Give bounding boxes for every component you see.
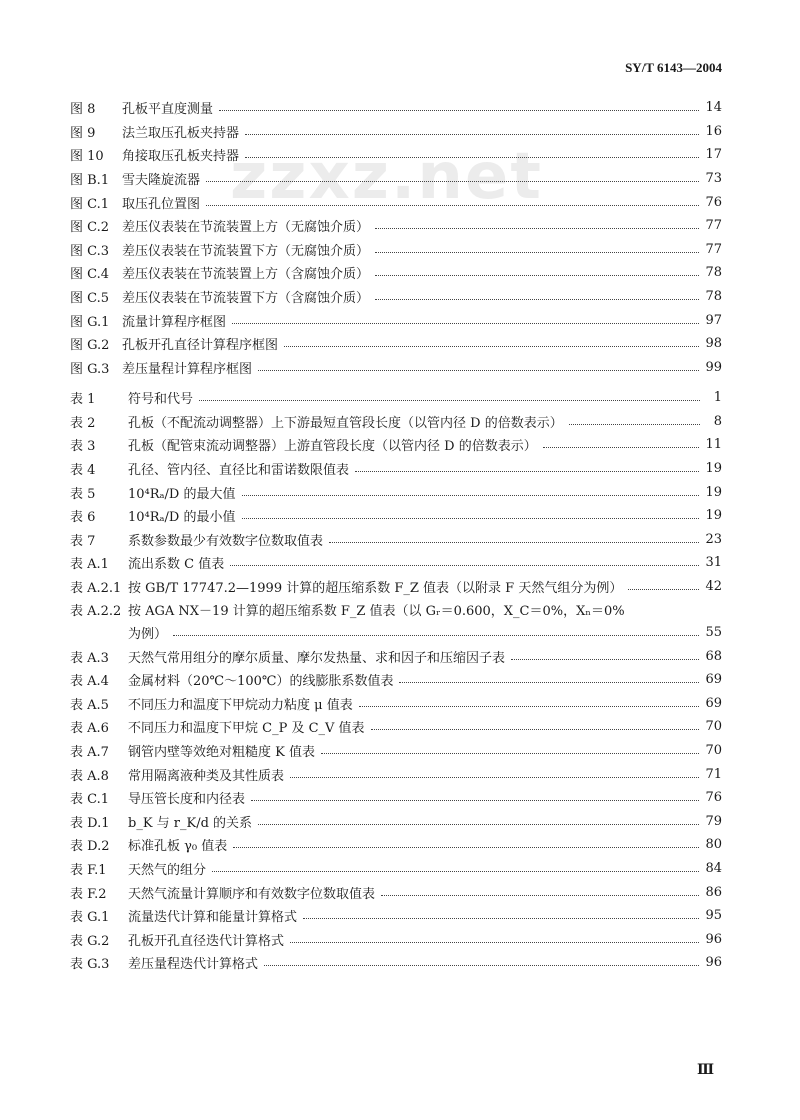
entry-page-number: 84 [705,860,722,876]
entry-id: 表 A.5 [70,697,109,713]
dot-leader [212,871,699,872]
table-entry[interactable] [70,810,722,834]
dot-leader [543,447,700,448]
entry-page-number: 95 [705,908,722,924]
entry-id: 表 5 [70,486,96,502]
entry-page-number: 70 [705,743,722,759]
entry-page-number: 1 [713,390,722,406]
entry-page-number: 17 [705,147,722,163]
entry-id: 表 3 [70,439,96,455]
dot-leader [173,635,699,636]
entry-id: 图 C.4 [70,267,110,283]
dot-leader [381,895,699,896]
entry-page-number: 77 [705,218,722,234]
table-entry[interactable] [70,739,722,763]
entry-page-number: 55 [705,624,722,640]
table-entry[interactable] [70,927,722,951]
entry-page-number: 19 [705,461,722,477]
entry-title: 常用隔离液种类及其性质表 [128,768,285,784]
table-entry[interactable] [70,433,722,457]
entry-title: 差压量程迭代计算格式 [128,957,259,973]
entry-id: 表 2 [70,415,96,431]
table-entry[interactable] [70,598,722,644]
dot-leader [258,370,699,371]
dot-leader [219,110,699,111]
entry-page-number: 23 [705,531,722,547]
entry-title: 天然气流量计算顺序和有效数字位数取值表 [128,886,376,902]
entry-title: 取压孔位置图 [122,196,201,212]
dot-leader [206,181,699,182]
entry-title: 法兰取压孔板夹持器 [122,125,240,141]
entry-id: 表 1 [70,392,96,408]
entry-id: 表 A.6 [70,721,109,737]
entry-title: 孔板（配管束流动调整器）上游直管段长度（以管内径 D 的倍数表示） [128,439,537,455]
entry-title: 按 GB/T 17747.2—1999 计算的超压缩系数 F_Z 值表（以附录 F 天然气组分为例） [128,581,623,597]
entry-page-number: 96 [705,955,722,971]
table-entry[interactable] [70,904,722,928]
entry-page-number: 76 [705,194,722,210]
entry-page-number: 98 [705,336,722,352]
entry-title: 流量计算程序框图 [122,314,227,330]
table-entry[interactable] [70,715,722,739]
entry-page-number: 96 [705,931,722,947]
dot-leader [245,157,699,158]
dot-leader [242,518,700,519]
entry-page-number: 16 [705,123,722,139]
dot-leader [258,824,699,825]
entry-id: 表 7 [70,533,96,549]
figure-entry[interactable] [70,356,722,380]
dot-leader [321,753,699,754]
table-entry[interactable] [70,668,722,692]
entry-id: 图 C.2 [70,220,110,236]
figure-entry[interactable] [70,96,722,120]
dot-leader [232,323,699,324]
dot-leader [371,729,700,730]
table-entry[interactable] [70,762,722,786]
dot-leader [359,706,700,707]
entry-id: 表 G.1 [70,910,110,926]
dot-leader [199,400,700,401]
entry-title-continued: 为例） [128,626,168,642]
entry-id: 图 C.3 [70,243,110,259]
entry-page-number: 69 [705,695,722,711]
entry-id: 表 A.2.2 [70,603,122,619]
entry-page-number: 73 [705,171,722,187]
entry-id: 图 8 [70,102,96,118]
entry-id: 表 F.2 [70,886,107,902]
table-entry[interactable] [70,951,722,975]
entry-title: 孔板开孔直径计算程序框图 [122,338,279,354]
table-entry[interactable] [70,644,722,668]
entry-title: 孔板（不配流动调整器）上下游最短直管段长度（以管内径 D 的倍数表示） [128,415,563,431]
entry-title: 10⁴Rₐ/D 的最小值 [128,510,236,526]
entry-page-number: 97 [705,312,722,328]
entry-title: 10⁴Rₐ/D 的最大值 [128,486,236,502]
dot-leader [242,495,700,496]
entry-title: 流出系数 C 值表 [128,557,225,573]
entry-id: 图 10 [70,149,104,165]
entry-title: 孔板开孔直径迭代计算格式 [128,933,285,949]
entry-page-number: 19 [705,484,722,500]
entry-page-number: 68 [705,648,722,664]
document-number: SY/T 6143—2004 [625,60,722,75]
dot-leader [251,800,699,801]
table-entry[interactable] [70,575,722,599]
entry-title: 不同压力和温度下甲烷动力粘度 μ 值表 [128,697,353,713]
entry-title: 不同压力和温度下甲烷 C_P 及 C_V 值表 [128,721,365,737]
entry-id: 表 A.2.1 [70,581,122,597]
figure-entry[interactable] [70,167,722,191]
entry-page-number: 78 [705,289,722,305]
entry-id: 图 B.1 [70,173,110,189]
entry-title: 孔径、管内径、直径比和雷诺数限值表 [128,463,350,479]
entry-title: 系数参数最少有效数字位数取值表 [128,533,324,549]
entry-page-number: 19 [705,508,722,524]
entry-title: 差压仪表装在节流装置下方（含腐蚀介质） [122,291,370,307]
entry-id: 表 G.3 [70,957,110,973]
entry-title: b_K 与 r_K/d 的关系 [128,815,253,831]
entry-page-number: 86 [705,884,722,900]
entry-title: 差压仪表装在节流装置上方（含腐蚀介质） [122,267,370,283]
entry-title: 导压管长度和内径表 [128,792,246,808]
entry-page-number: 71 [705,766,722,782]
entry-id: 表 6 [70,510,96,526]
entry-id: 表 A.1 [70,557,109,573]
entry-id: 图 G.2 [70,338,110,354]
table-entry[interactable] [70,880,722,904]
entry-id: 表 D.1 [70,815,110,831]
entry-page-number: 77 [705,241,722,257]
entry-page-number: 78 [705,265,722,281]
figure-entry[interactable] [70,238,722,262]
entry-title: 差压仪表装在节流装置下方（无腐蚀介质） [122,243,370,259]
figure-entry[interactable] [70,214,722,238]
dot-leader [628,589,699,590]
entry-page-number: 14 [705,100,722,116]
entry-title: 孔板平直度测量 [122,102,214,118]
dot-leader [290,942,699,943]
entry-page-number: 11 [705,437,722,453]
entry-id: 图 G.3 [70,361,110,377]
figure-entry[interactable] [70,143,722,167]
entry-title: 天然气的组分 [128,862,207,878]
entry-id: 图 C.5 [70,291,110,307]
dot-leader [245,134,699,135]
entry-title: 差压量程计算程序框图 [122,361,253,377]
table-entry[interactable] [70,528,722,552]
dot-leader [206,205,699,206]
dot-leader [233,847,699,848]
table-entry[interactable] [70,386,722,410]
dot-leader [511,659,699,660]
entry-title: 金属材料（20℃～100℃）的线膨胀系数值表 [128,674,394,690]
table-entry[interactable] [70,857,722,881]
dot-leader [355,471,699,472]
entry-page-number: 76 [705,790,722,806]
dot-leader [569,424,700,425]
entry-page-number: 8 [713,413,722,429]
table-entry[interactable] [70,504,722,528]
entry-title: 按 AGA NX－19 计算的超压缩系数 F_Z 值表（以 Gᵣ＝0.600，X_C＝0%，Xₙ＝0% [128,603,625,619]
figure-entry[interactable] [70,261,722,285]
entry-title: 天然气常用组分的摩尔质量、摩尔发热量、求和因子和压缩因子表 [128,650,506,666]
dot-leader [290,777,699,778]
entry-title: 符号和代号 [128,392,194,408]
dot-leader [303,918,699,919]
entry-page-number: 31 [705,555,722,571]
entry-id: 图 G.1 [70,314,110,330]
dot-leader [375,275,699,276]
entry-id: 表 D.2 [70,839,110,855]
dot-leader [264,965,699,966]
entry-title: 流量迭代计算和能量计算格式 [128,910,298,926]
dot-leader [230,565,699,566]
table-list [70,386,722,975]
figure-entry[interactable] [70,190,722,214]
entry-id: 表 F.1 [70,862,107,878]
entry-id: 图 C.1 [70,196,110,212]
entry-id: 表 A.8 [70,768,109,784]
entry-title: 钢管内壁等效绝对粗糙度 K 值表 [128,745,315,761]
dot-leader [375,299,699,300]
table-entry[interactable] [70,480,722,504]
entry-page-number: 70 [705,719,722,735]
table-entry[interactable] [70,457,722,481]
dot-leader [284,346,699,347]
entry-page-number: 69 [705,672,722,688]
dot-leader [375,252,699,253]
entry-id: 图 9 [70,125,96,141]
entry-id: 表 C.1 [70,792,110,808]
entry-title: 标准孔板 γ₀ 值表 [128,839,228,855]
entry-title: 雪夫隆旋流器 [122,173,201,189]
figure-list [70,96,722,379]
figure-entry[interactable] [70,285,722,309]
entry-id: 表 A.7 [70,745,109,761]
dot-leader [399,682,699,683]
table-entry[interactable] [70,551,722,575]
figure-entry[interactable] [70,120,722,144]
figure-entry[interactable] [70,332,722,356]
page-number: Ⅲ [696,1062,714,1078]
table-entry[interactable] [70,833,722,857]
entry-page-number: 42 [705,579,722,595]
entry-id: 表 G.2 [70,933,110,949]
entry-id: 表 4 [70,463,96,479]
entry-id: 表 A.4 [70,674,109,690]
watermark: zzxz.net [230,140,543,214]
table-entry[interactable] [70,692,722,716]
table-entry[interactable] [70,410,722,434]
figure-entry[interactable] [70,308,722,332]
entry-title: 差压仪表装在节流装置上方（无腐蚀介质） [122,220,370,236]
entry-page-number: 80 [705,837,722,853]
dot-leader [375,228,699,229]
entry-page-number: 79 [705,813,722,829]
entry-title: 角接取压孔板夹持器 [122,149,240,165]
table-entry[interactable] [70,786,722,810]
dot-leader [329,542,699,543]
entry-page-number: 99 [705,359,722,375]
entry-id: 表 A.3 [70,650,109,666]
